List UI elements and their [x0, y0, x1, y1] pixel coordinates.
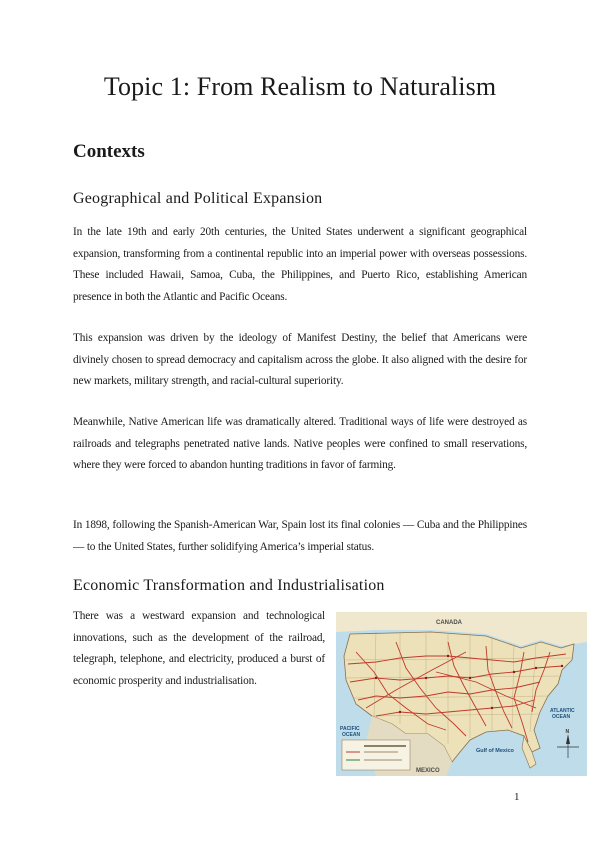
railroad-map [336, 612, 587, 776]
paragraph-expansion: In the late 19th and early 20th centuries, the United States underwent a significant geographical expansion, transforming from a continental republic into an imperial power with overseas possessions. These included Hawaii, Samoa, Cuba, the Philippines, and Puerto Rico, establishing American presence in both the Atlantic and Pacific Oceans. [73, 226, 527, 303]
map-label-mexico: MEXICO [416, 768, 440, 774]
paragraph-native-american: Meanwhile, Native American life was dramatically altered. Traditional ways of life were destroyed as railroads and telegraphs penetrated native lands. Native peoples were confined to small reservations, where they were forced to abandon hunting traditions in favor of farming. [73, 416, 527, 472]
subsection-heading-economy: Economic Transformation and Industrialisation [73, 577, 385, 594]
page-number: 1 [514, 791, 520, 803]
paragraph-spanish-american-war: In 1898, following the Spanish-American War, Spain lost its final colonies — Cuba and the Philippines — to the United States, further solidifying America’s imperial status. [73, 519, 527, 553]
subsection-heading-geography: Geographical and Political Expansion [73, 190, 323, 207]
map-label-atlantic-ocean: OCEAN [552, 714, 571, 720]
compass-north-label: N [565, 729, 570, 735]
paragraph-manifest-destiny: This expansion was driven by the ideology of Manifest Destiny, the belief that Americans were divinely chosen to spread democracy and capitalism across the globe. It also aligned with the desire for new markets, military strength, and racial-cultural superiority. [73, 332, 527, 388]
page-title: Topic 1: From Realism to Naturalism [103, 72, 497, 101]
map-label-pacific-ocean: OCEAN [342, 732, 361, 738]
paragraph-industrialisation: There was a westward expansion and technological innovations, such as the development of the railroad, telegraph, telephone, and electricity, produced a burst of economic prosperity and industrialisation. [73, 610, 325, 687]
map-label-canada: CANADA [436, 620, 462, 626]
section-heading: Contexts [73, 141, 145, 162]
map-label-gulf: Gulf of Mexico [476, 748, 514, 754]
map-label-atlantic: ATLANTIC [550, 708, 575, 714]
map-label-pacific: PACIFIC [340, 726, 360, 732]
map-legend [342, 740, 410, 770]
